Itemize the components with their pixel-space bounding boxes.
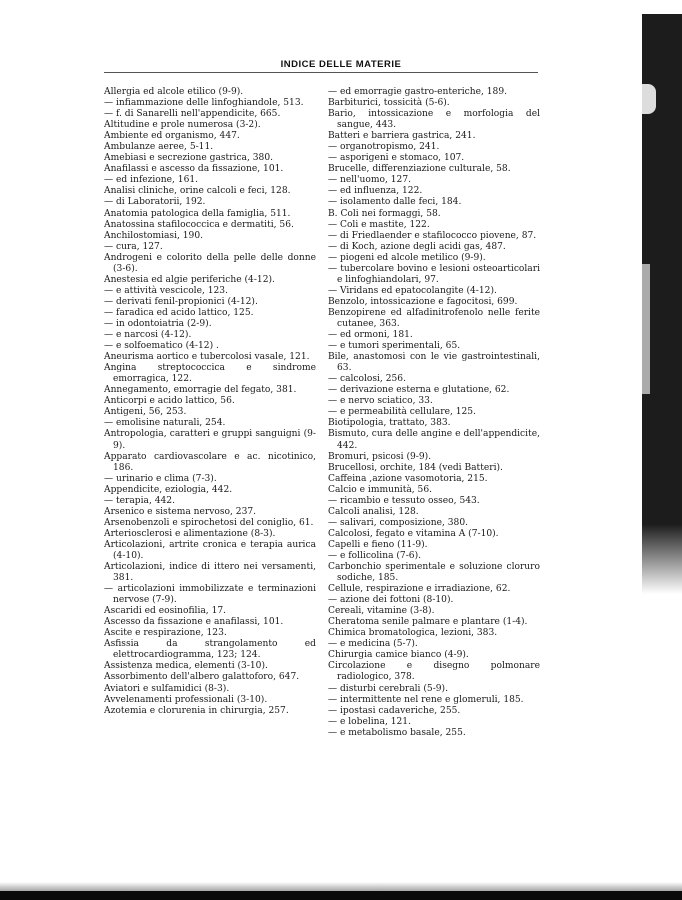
index-entry: Azotemia e clorurenia in chirurgia, 257.	[104, 705, 289, 716]
index-entry: Bario, intossicazione e morfologia del sangue, 443.	[328, 109, 540, 131]
index-entry: Ambulanze aeree, 5-11.	[104, 142, 214, 153]
index-entry: — derivazione esterna e glutatione, 62.	[328, 385, 510, 396]
index-entry: Anatomia patologica della famiglia, 511.	[104, 208, 291, 219]
header-rule	[104, 72, 538, 73]
index-entry: — terapia, 442.	[104, 495, 175, 506]
index-entry: Carbonchio sperimentale e soluzione cloruro sodiche, 185.	[328, 562, 540, 584]
index-entry: Cereali, vitamine (3-8).	[328, 606, 435, 617]
index-entry: Asfissia da strangolamento ed elettrocardiogramma, 123; 124.	[104, 639, 316, 661]
index-entry: Brucelle, differenziazione culturale, 58.	[328, 164, 511, 175]
index-entry: — ed ormoni, 181.	[328, 330, 413, 341]
index-entry: — e nervo sciatico, 33.	[328, 396, 433, 407]
index-entry: — e solfoematico (4-12) .	[104, 341, 219, 352]
index-entry: — piogeni ed alcole metilico (9-9).	[328, 252, 486, 263]
edge-highlight	[642, 264, 650, 394]
index-entry: — Coli e mastite, 122.	[328, 219, 430, 230]
index-entry: Ascaridi ed eosinofilia, 17.	[104, 606, 227, 617]
edge-fade	[642, 524, 682, 594]
index-entry: — ed infezione, 161.	[104, 175, 199, 186]
index-entry: Annegamento, emorragie del fegato, 381.	[104, 385, 297, 396]
index-entry: Assorbimento dell'albero galattoforo, 647.	[104, 672, 300, 683]
index-entry: — ed influenza, 122.	[328, 186, 423, 197]
index-entry: — nell'uomo, 127.	[328, 175, 411, 186]
index-entry: Antigeni, 56, 253.	[104, 407, 187, 418]
index-entry: Calcolosi, fegato e vitamina A (7-10).	[328, 528, 499, 539]
index-entry: — ed emorragie gastro-enteriche, 189.	[328, 87, 508, 97]
index-entry: Anestesia ed algie periferiche (4-12).	[104, 274, 275, 285]
index-entry: — e lobelina, 121.	[328, 716, 411, 727]
index-entry: Anticorpi e acido lattico, 56.	[104, 396, 235, 407]
index-entry: Barbiturici, tossicità (5-6).	[328, 98, 450, 109]
page-header: INDICE DELLE MATERIE	[280, 59, 402, 70]
index-entry: Biotipologia, trattato, 383.	[328, 418, 451, 429]
index-entry: Bile, anastomosi con le vie gastrointestinali, 63.	[328, 352, 540, 374]
index-entry: Aneurisma aortico e tubercolosi vasale, 121.	[104, 352, 310, 363]
index-entry: Apparato cardiovascolare e ac. nicotinico, 186.	[104, 451, 316, 473]
index-entry: Aviatori e sulfamidici (8-3).	[104, 683, 230, 694]
index-entry: Bromuri, psicosi (9-9).	[328, 451, 432, 462]
index-entry: — asporigeni e stomaco, 107.	[328, 153, 465, 164]
index-entry: Cellule, respirazione e irradiazione, 62.	[328, 584, 511, 595]
index-entry: Articolazioni, indice di ittero nei versamenti, 381.	[104, 562, 316, 584]
index-entry: — organotropismo, 241.	[328, 142, 440, 153]
index-entry: Calcoli analisi, 128.	[328, 506, 419, 517]
index-entry: Analisi cliniche, orine calcoli e feci, 128.	[104, 186, 291, 197]
index-entry: Caffeina ,azione vasomotoria, 215.	[328, 473, 488, 484]
index-entry: Assistenza medica, elementi (3-10).	[104, 661, 268, 672]
index-entry: Chimica bromatologica, lezioni, 383.	[328, 628, 498, 639]
index-entry: Capelli e fieno (11-9).	[328, 539, 428, 550]
index-entry: — e permeabilità cellulare, 125.	[328, 407, 476, 418]
index-entry: Bismuto, cura delle angine e dell'appendicite, 442.	[328, 429, 540, 451]
index-entry: Ascesso da fissazione e anafilassi, 101.	[104, 617, 284, 628]
index-entry: — azione dei fottoni (8-10).	[328, 595, 454, 606]
index-entry: — isolamento dalle feci, 184.	[328, 197, 462, 208]
index-entry: Ambiente ed organismo, 447.	[104, 131, 240, 142]
index-entry: Circolazione e disegno polmonare radiologico, 378.	[328, 661, 540, 683]
index-entry: — e narcosi (4-12).	[104, 330, 192, 341]
index-entry: — e follicolina (7-6).	[328, 550, 422, 561]
page-edge-shadow	[642, 14, 682, 594]
index-entry: Anchilostomiasi, 190.	[104, 230, 204, 241]
index-entry: Benzopirene ed alfadinitrofenolo nelle ferite cutanee, 363.	[328, 307, 540, 329]
index-entry: — ricambio e tessuto osseo, 543.	[328, 495, 480, 506]
index-entry: — f. di Sanarelli nell'appendicite, 665.	[104, 109, 281, 120]
index-entry: Appendicite, eziologia, 442.	[104, 484, 233, 495]
index-entry: — articolazioni immobilizzate e terminazioni nervose (7-9).	[104, 584, 316, 606]
index-entry: — derivati fenil-propionici (4-12).	[104, 296, 258, 307]
index-entry: Anatossina stafilococcica e dermatiti, 56.	[104, 219, 294, 230]
index-entry: — di Laboratorii, 192.	[104, 197, 206, 208]
bottom-shade	[0, 882, 682, 891]
index-entry: — di Koch, azione degli acidi gas, 487.	[328, 241, 506, 252]
index-entry: — intermittente nel rene e glomeruli, 185.	[328, 694, 524, 705]
index-entry: Arsenico e sistema nervoso, 237.	[104, 506, 257, 517]
index-entry: Arteriosclerosi e alimentazione (8-3).	[104, 528, 276, 539]
index-entry: Brucellosi, orchite, 184 (vedi Batteri).	[328, 462, 503, 473]
index-entry: — di Friedlaender e stafilococco piovene, 87.	[328, 230, 537, 241]
index-entry: Androgeni e colorito della pelle delle donne (3-6).	[104, 252, 316, 274]
index-entry: — e tumori sperimentali, 65.	[328, 341, 461, 352]
index-entry: Cheratoma senile palmare e plantare (1-4).	[328, 617, 528, 628]
index-entry: Articolazioni, artrite cronica e terapia aurica (4-10).	[104, 539, 316, 561]
index-column-right	[328, 87, 540, 739]
index-entry: B. Coli nei formaggi, 58.	[328, 208, 441, 219]
index-entry: Anafilassi e ascesso da fissazione, 101.	[104, 164, 284, 175]
index-entry: — faradica ed acido lattico, 125.	[104, 307, 254, 318]
index-entry: Amebiasi e secrezione gastrica, 380.	[104, 153, 273, 164]
index-entry: Avvelenamenti professionali (3-10).	[104, 694, 268, 705]
index-entry: Calcio e immunità, 56.	[328, 484, 433, 495]
index-entry: — ipostasi cadaveriche, 255.	[328, 705, 461, 716]
index-entry: — tubercolare bovino e lesioni osteoarticolari e linfoghiandolari, 97.	[328, 263, 540, 285]
index-entry: — emolisine naturali, 254.	[104, 418, 226, 429]
index-entry: Altitudine e prole numerosa (3-2).	[104, 120, 261, 131]
index-entry: Allergia ed alcole etilico (9-9).	[104, 87, 244, 97]
index-column-left	[104, 87, 316, 717]
index-entry: — e metabolismo basale, 255.	[328, 727, 466, 738]
index-entry: — calcolosi, 256.	[328, 374, 406, 385]
index-entry: — e attività vescicole, 123.	[104, 285, 228, 296]
edge-highlight	[642, 84, 656, 114]
index-entry: — urinario e clima (7-3).	[104, 473, 217, 484]
index-entry: — infiammazione delle linfoghiandole, 513.	[104, 98, 304, 109]
index-entry: — disturbi cerebrali (5-9).	[328, 683, 448, 694]
index-entry: Ascite e respirazione, 123.	[104, 628, 227, 639]
index-entry: Angina streptococcica e sindrome emorragica, 122.	[104, 363, 316, 385]
index-entry: Antropologia, caratteri e gruppi sanguigni (9-9).	[104, 429, 316, 451]
index-entry: — in odontoiatria (2-9).	[104, 318, 212, 329]
index-entry: Benzolo, intossicazione e fagocitosi, 699.	[328, 296, 518, 307]
bottom-scan-edge	[0, 891, 682, 900]
index-entry: Batteri e barriera gastrica, 241.	[328, 131, 476, 142]
index-entry: Arsenobenzoli e spirochetosi del coniglio, 61.	[104, 517, 314, 528]
index-entry: — salivari, composizione, 380.	[328, 517, 468, 528]
index-entry: — cura, 127.	[104, 241, 163, 252]
index-entry: — e medicina (5-7).	[328, 639, 418, 650]
index-entry: — Viridans ed epatocolangite (4-12).	[328, 285, 497, 296]
index-entry: Chirurgia camice bianco (4-9).	[328, 650, 469, 661]
